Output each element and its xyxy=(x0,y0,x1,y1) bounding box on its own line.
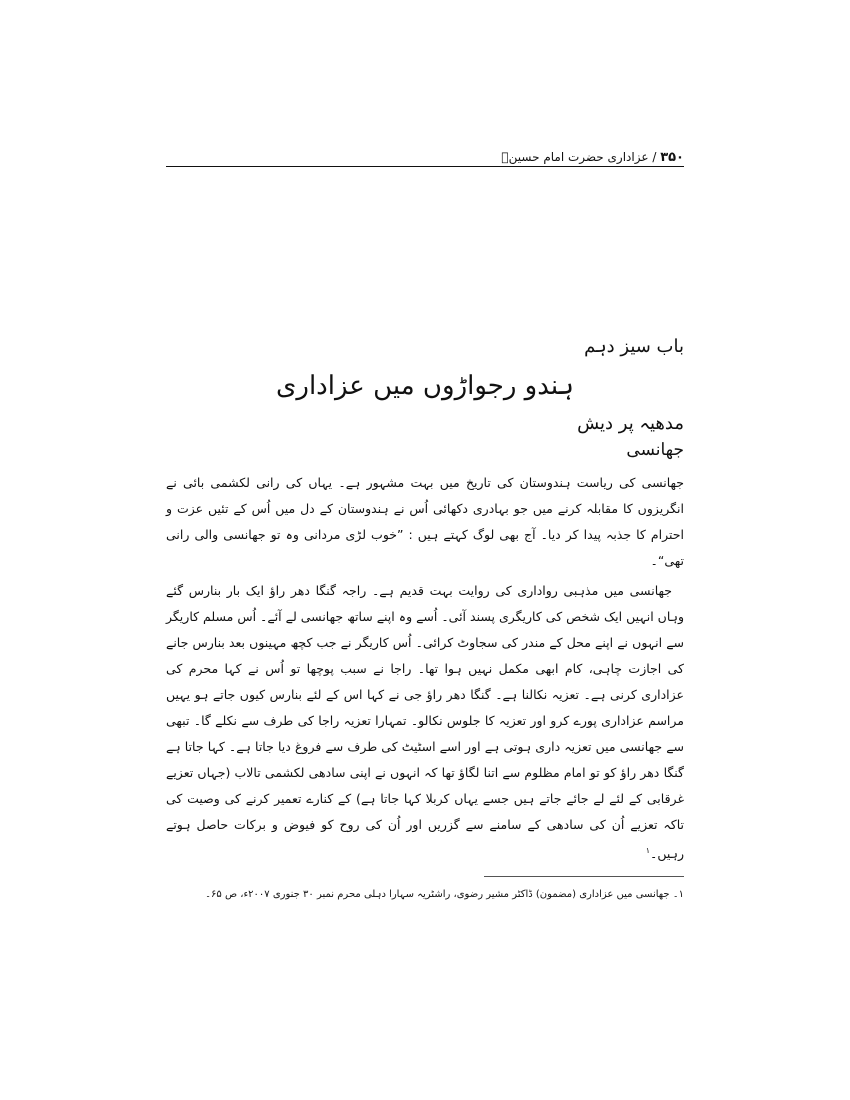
header-rule xyxy=(166,166,684,167)
footnote-marker: ۱ xyxy=(645,846,651,855)
book-title: عزاداری حضرت امام حسینؑ xyxy=(501,150,649,164)
body-text xyxy=(166,470,684,871)
paragraph-1: جھانسی کی ریاست ہندوستان کی تاریخ میں بہت مشہور ہے۔ یہاں کی رانی لکشمی بائی نے انگریزوں کا مقابلہ کرنے میں جو بہادری دکھائی اُس نے ہندوستان کے دل میں اُس کے تئیں عزت و احترام کا جذبہ پیدا کر دیا۔ آج بھی لوگ کہتے ہیں : ”خوب لڑی مردانی وہ تو جھانسی والی رانی تھی“۔ xyxy=(166,475,684,568)
header-separator: / xyxy=(648,150,661,164)
page-header xyxy=(166,148,684,168)
paragraph-2-text: جھانسی میں مذہبی رواداری کی روایت بہت قدیم ہے۔ راجہ گنگا دھر راؤ ایک بار بنارس گئے وہاں انہیں ایک شخص کی کاریگری پسند آئی۔ اُسے وہ اپنے ساتھ جھانسی لے آئے۔ اُس مسلم کاریگر سے انہوں نے اپنے محل کے مندر کی سجاوٹ کرائی۔ اُس کاریگر نے جب کچھ مہینوں بعد بنارس جانے کی اجازت چاہی، کام ابھی مکمل نہیں ہوا تھا۔ راجا نے سبب پوچھا تو اُس نے کہا محرم کی عزاداری کرنی ہے۔ تعزیہ نکالنا ہے۔ گنگا دھر راؤ جی نے کہا اس کے لئے بنارس کیوں جاتے ہو یہیں مراسم عزاداری پورے کرو اور تعزیہ کا جلوس نکالو۔ تمہارا تعزیہ راجا کی طرف سے نکلے گا۔ تبھی سے جھانسی میں تعزیہ داری ہوتی ہے اور اسے اسٹیٹ کی طرف سے فروغ دیا جاتا ہے۔ کہا جاتا ہے گنگا دھر راؤ کو تو امام مظلوم سے اتنا لگاؤ تھا کہ انہوں نے اپنی سادھی لکشمی تالاب (جہاں تعزیے غرقابی کے لئے لے جائے جاتے ہیں جسے یہاں کربلا کہا جاتا ہے) کے کنارے تعمیر کرنے کی وصیت کی تاکہ تعزیے اُن کی سادھی کے سامنے سے گزریں اور اُن کی روح کو فیوض و برکات حاصل ہوتے رہیں۔ xyxy=(166,583,684,862)
page-number: ۳۵۰ xyxy=(660,150,684,165)
footnote: ۱۔ جھانسی میں عزاداری (مضمون) ڈاکٹر مشیر رضوی، راشٹریہ سہارا دہلی محرم نمبر ۳۰ جنوری ۲۰۰۷ء، ص ۶۵۔ xyxy=(205,889,684,900)
chapter-label: باب سیز دہم xyxy=(584,336,684,357)
city-heading: جھانسی xyxy=(626,440,684,460)
chapter-title: ہندو رجواڑوں میں عزاداری xyxy=(276,371,574,401)
region-heading: مدھیہ پر دیش xyxy=(577,413,684,434)
footnote-rule xyxy=(484,876,684,877)
paragraph-2 xyxy=(166,578,684,867)
